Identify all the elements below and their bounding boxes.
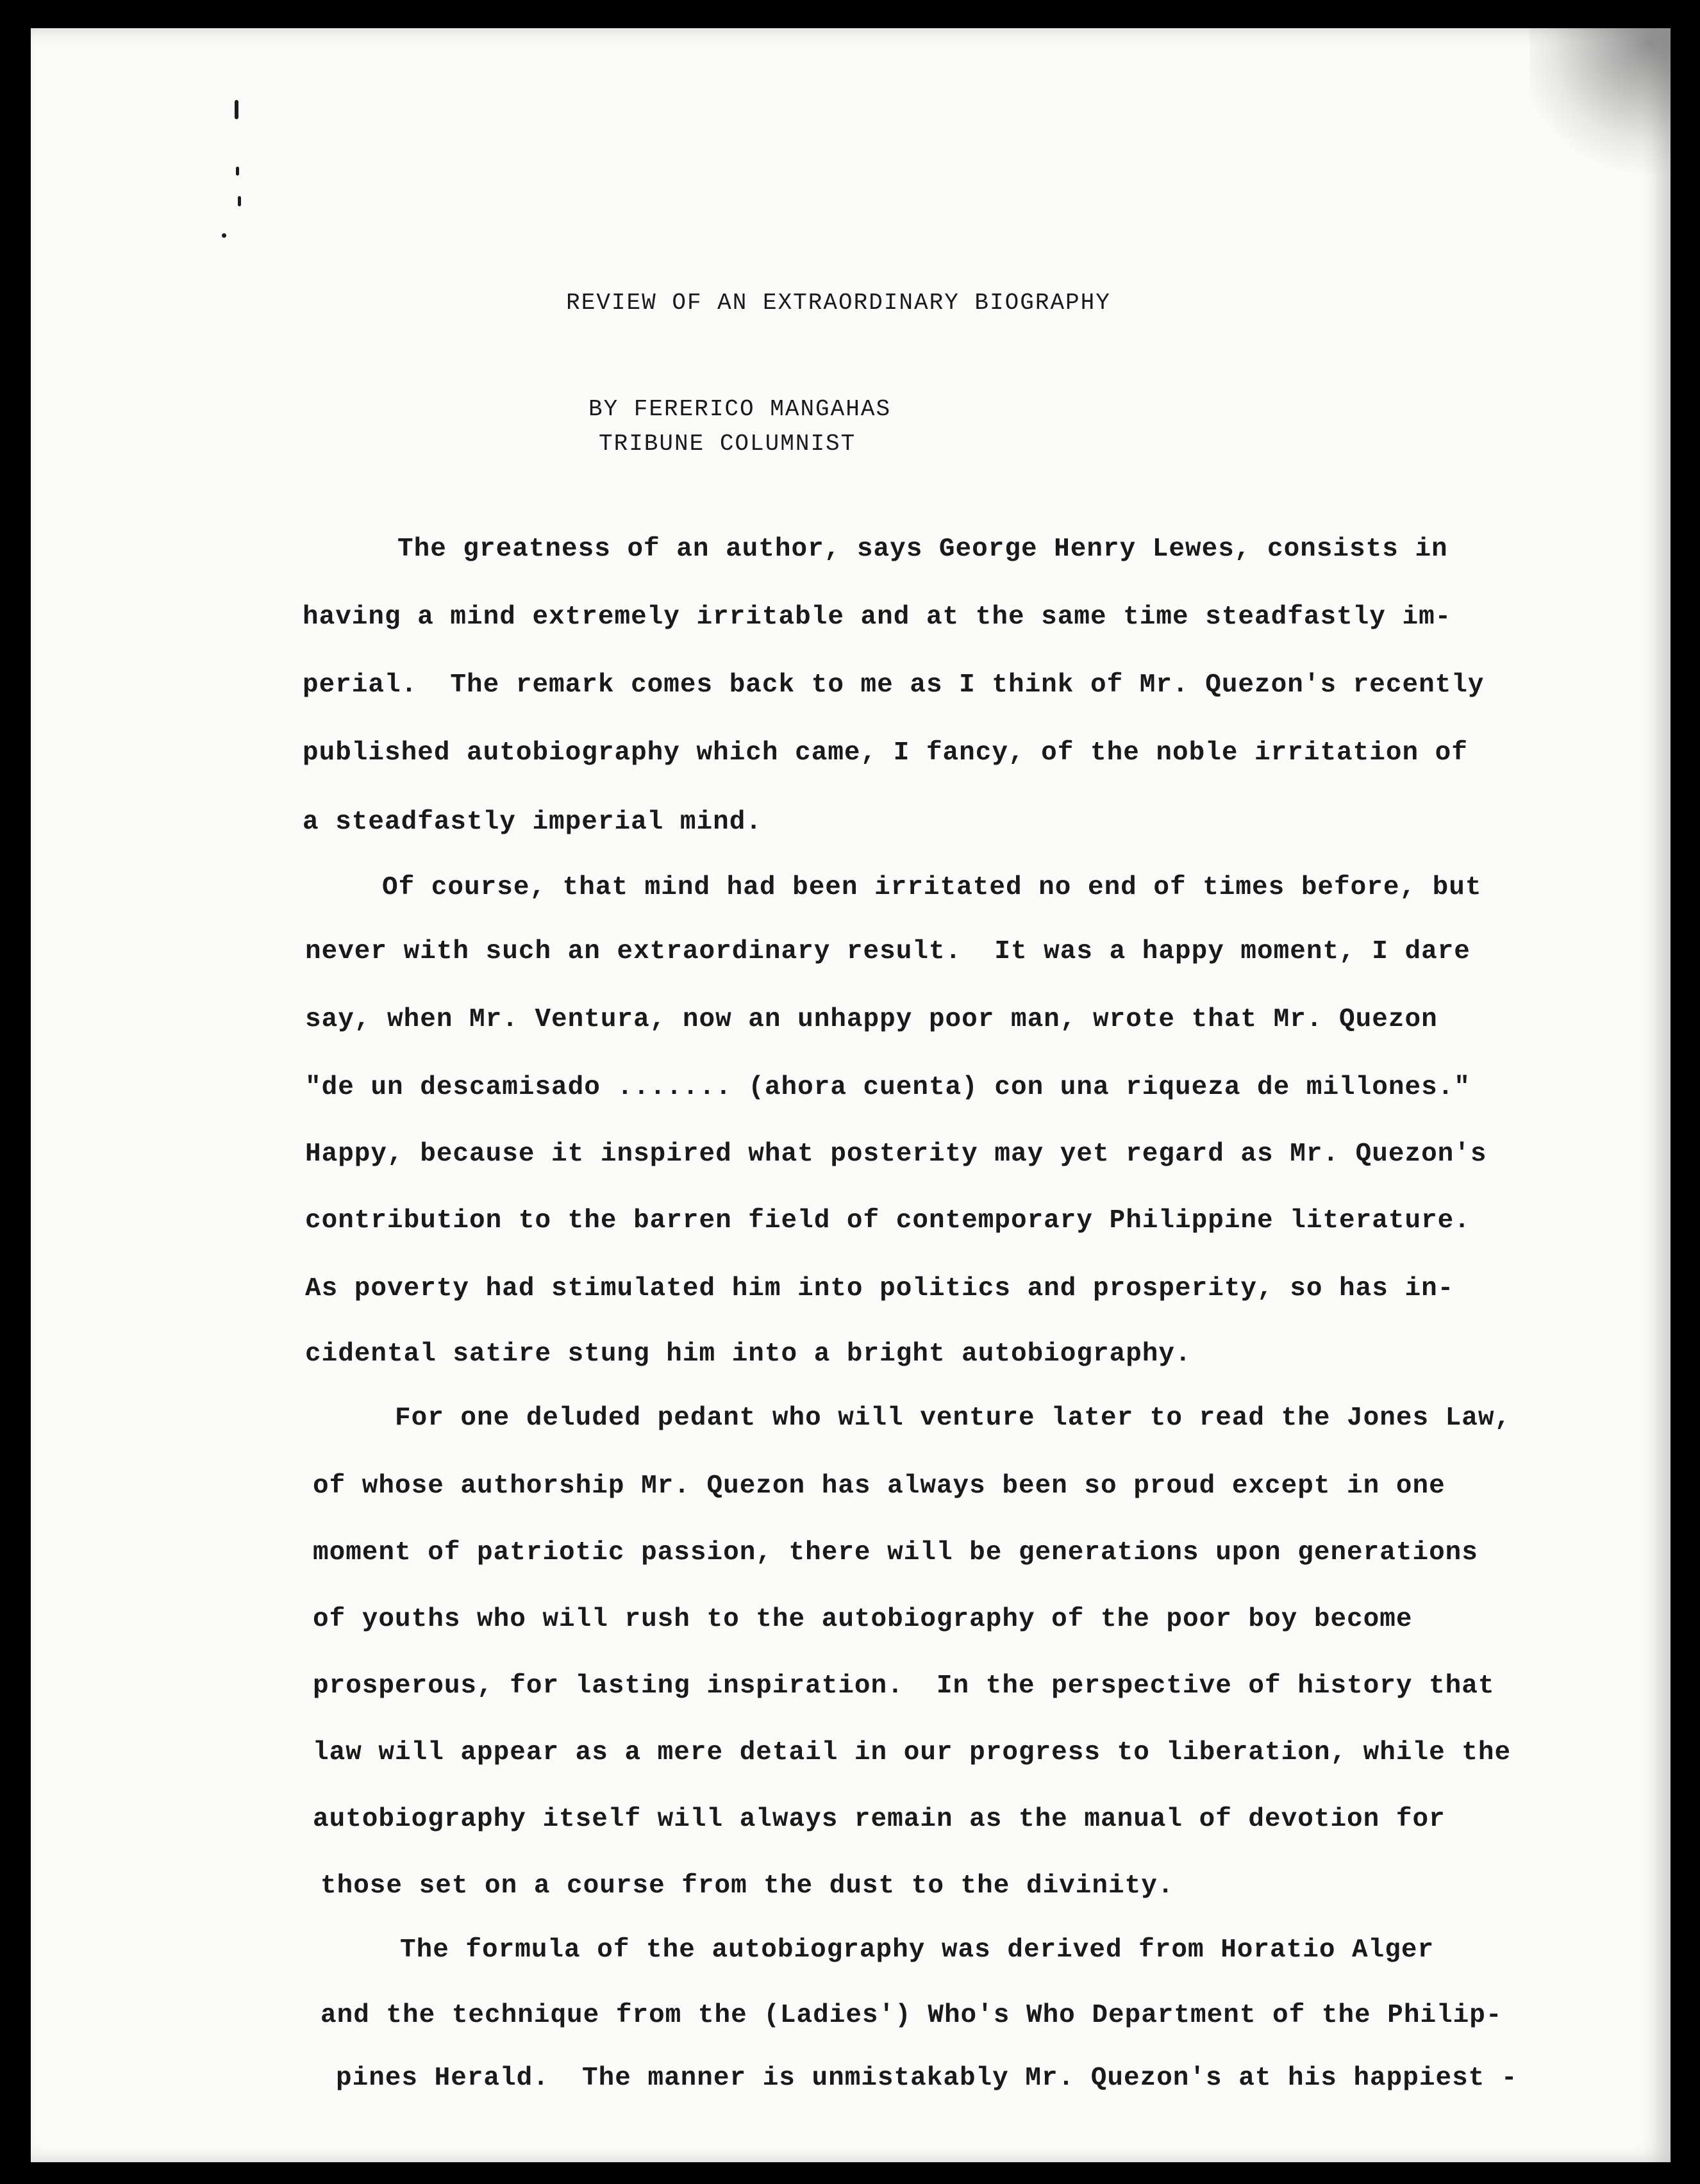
byline bbox=[588, 392, 891, 461]
text-line: never with such an extraordinary result. It was a happy moment, I dare bbox=[305, 937, 1471, 966]
text-line: say, when Mr. Ventura, now an unhappy poor man, wrote that Mr. Quezon bbox=[305, 1005, 1438, 1034]
text-line: The greatness of an author, says George Henry Lewes, consists in bbox=[397, 534, 1448, 564]
document-body bbox=[31, 28, 1671, 2162]
text-line: published autobiography which came, I fancy, of the noble irritation of bbox=[303, 738, 1468, 768]
author-line: BY FERERICO MANGAHAS bbox=[588, 396, 892, 422]
text-line: Of course, that mind had been irritated no end of times before, but bbox=[382, 873, 1482, 902]
text-line: and the technique from the (Ladies') Who's Who Department of the Philip- bbox=[321, 2001, 1503, 2030]
document-page bbox=[31, 28, 1671, 2162]
text-line: The formula of the autobiography was derived from Horatio Alger bbox=[400, 1935, 1435, 1965]
text-line: Happy, because it inspired what posterity may yet regard as Mr. Quezon's bbox=[305, 1139, 1487, 1169]
text-line: of whose authorship Mr. Quezon has always been so proud except in one bbox=[313, 1471, 1446, 1501]
text-line: having a mind extremely irritable and at the same time steadfastly im- bbox=[303, 602, 1452, 632]
text-line: For one deluded pedant who will venture later to read the Jones Law, bbox=[395, 1403, 1512, 1433]
text-line: law will appear as a mere detail in our progress to liberation, while the bbox=[313, 1738, 1512, 1767]
text-line: prosperous, for lasting inspiration. In the perspective of history that bbox=[313, 1671, 1495, 1701]
text-line: cidental satire stung him into a bright autobiography. bbox=[305, 1339, 1192, 1369]
text-line: autobiography itself will always remain as the manual of devotion for bbox=[313, 1805, 1446, 1834]
text-line: those set on a course from the dust to the divinity. bbox=[321, 1871, 1174, 1901]
text-line: pines Herald. The manner is unmistakably Mr. Quezon's at his happiest - bbox=[336, 2064, 1518, 2093]
text-line: moment of patriotic passion, there will be generations upon generations bbox=[313, 1538, 1478, 1568]
text-line: As poverty had stimulated him into politics and prosperity, so has in- bbox=[305, 1274, 1454, 1303]
text-line: perial. The remark comes back to me as I think of Mr. Quezon's recently bbox=[303, 670, 1485, 700]
text-line: a steadfastly imperial mind. bbox=[303, 807, 762, 837]
text-line: "de un descamisado ....... (ahora cuenta) con una riqueza de millones." bbox=[305, 1073, 1471, 1102]
document-title: REVIEW OF AN EXTRAORDINARY BIOGRAPHY bbox=[566, 290, 1111, 316]
author-role-line: TRIBUNE COLUMNIST bbox=[599, 431, 856, 457]
text-line: contribution to the barren field of contemporary Philippine literature. bbox=[305, 1206, 1471, 1236]
text-line: of youths who will rush to the autobiography of the poor boy become bbox=[313, 1605, 1413, 1634]
